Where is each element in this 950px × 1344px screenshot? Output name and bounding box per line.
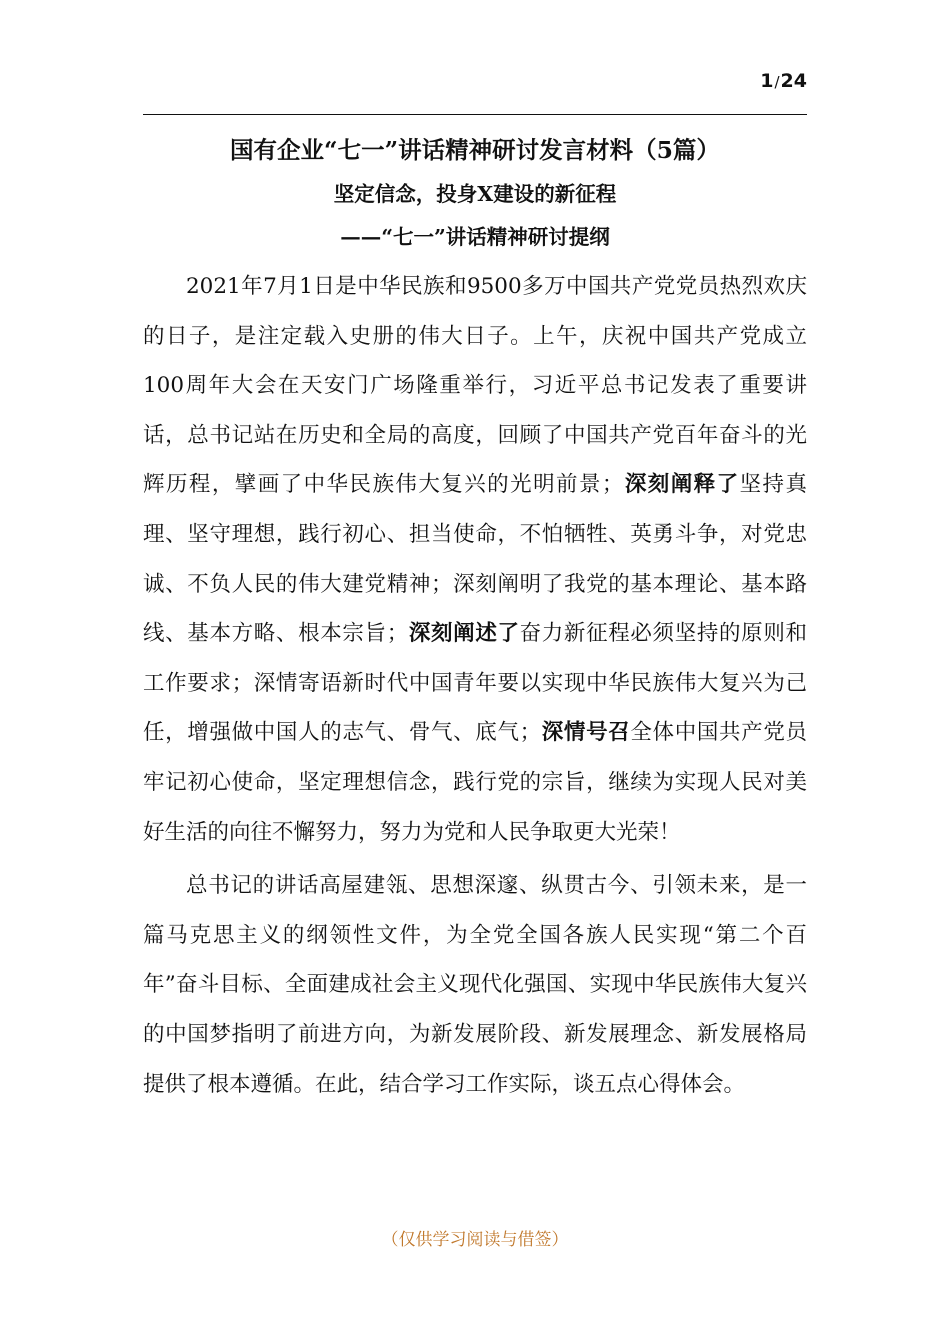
paragraph-1-bold-3: 深情号召 (541, 720, 631, 746)
paragraph-1-text-3: 奋力新征程必须坚持的原则和工作要求；深情寄语新时代中国青年要以实现中华民族伟大复兴为己任，增强做中国人的志气、骨气、底气； (143, 621, 807, 746)
footer-note: （仅供学习阅读与借签） (381, 1230, 569, 1250)
document-title: 国有企业“七一”讲话精神研讨发言材料（5篇） (230, 136, 720, 164)
paragraph-1 (143, 262, 807, 857)
paragraph-1-text-4: 全体中国共产党员牢记初心使命，坚定理想信念，践行党的宗旨，继续为实现人民对美好生活的向往不懈努力，努力为党和人民争取更大光荣！ (143, 720, 807, 845)
page-number (760, 70, 807, 92)
document-subtitle: 坚定信念，投身X建设的新征程 (333, 182, 617, 206)
paragraph-1-bold-1: 深刻阐释了 (623, 472, 740, 498)
document-body (143, 128, 807, 1109)
page-current: 1 (760, 70, 774, 92)
paragraph-1-text-2: 坚持真理、坚守理想，践行初心、担当使命，不怕牺牲、英勇斗争，对党忠诚、不负人民的伟大建党精神；深刻阐明了我党的基本理论、基本路线、基本方略、根本宗旨； (143, 472, 807, 647)
paragraph-1-bold-2: 深刻阐述了 (408, 621, 520, 647)
paragraph-1-text-1: 2021年7月1日是中华民族和9500多万中国共产党党员热烈欢庆的日子，是注定载入史册的伟大日子。上午，庆祝中国共产党成立100周年大会在天安门广场隆重举行，习近平总书记发表了重要讲话，总书记站在历史和全局的高度，回顾了中国共产党百年奋斗的光辉历程，擘画了中华民族伟大复兴的光明前景； (143, 274, 807, 498)
page-separator: / (774, 73, 780, 91)
paragraph-2: 总书记的讲话高屋建瓴、思想深邃、纵贯古今、引领未来，是一篇马克思主义的纲领性文件，为全党全国各族人民实现“第二个百年”奋斗目标、全面建成社会主义现代化强国、实现中华民族伟大复兴的中国梦指明了前进方向，为新发展阶段、新发展理念、新发展格局提供了根本遵循。在此，结合学习工作实际，谈五点心得体会。 (143, 873, 807, 1097)
document-subtitle-secondary: ——“七一”讲话精神研讨提纲 (340, 225, 610, 249)
header-rule (143, 114, 807, 115)
page-total: 24 (780, 70, 807, 92)
